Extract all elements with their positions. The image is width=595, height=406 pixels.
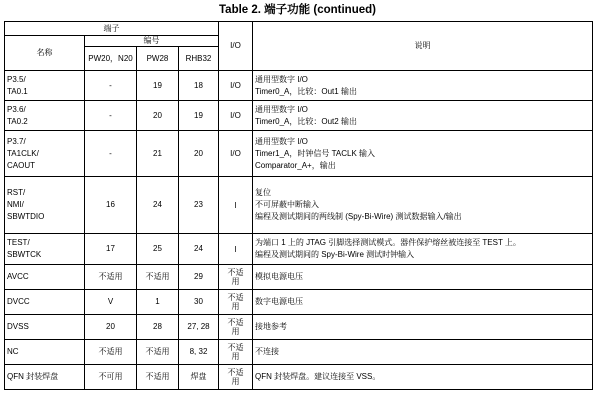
table-row (5, 365, 593, 390)
desc-line: Timer0_A，比较：Out1 输出 (255, 86, 357, 96)
description-cell (253, 290, 593, 315)
table-row (5, 101, 593, 131)
desc-line: 接地参考 (255, 322, 287, 331)
pw20-pin-cell: 16 (85, 177, 137, 234)
name-line: TEST/ (7, 238, 30, 247)
io-cell (219, 71, 253, 101)
table-row (5, 131, 593, 177)
description-cell (253, 101, 593, 131)
description-cell (253, 71, 593, 101)
desc-line: 复位 (255, 188, 271, 197)
pw28-pin-cell: 28 (137, 315, 179, 340)
io-cell (219, 177, 253, 234)
io-line: I/O (230, 111, 241, 120)
terminal-functions-table (4, 21, 593, 390)
pin-name-cell (5, 315, 85, 340)
io-cell (219, 131, 253, 177)
desc-line: 数字电源电压 (255, 297, 303, 306)
rhb32-pin-cell: 24 (179, 234, 219, 265)
table-title: Table 2. 端子功能 (continued) (219, 4, 376, 16)
description-cell (253, 265, 593, 290)
pw28-pin-cell: 不适用 (137, 340, 179, 365)
pw28-pin-cell: 20 (137, 101, 179, 131)
description-cell (253, 315, 593, 340)
name-line: TA0.1 (7, 86, 28, 96)
name-line: RST/ (7, 188, 26, 197)
rhb32-pin-cell: 8, 32 (179, 340, 219, 365)
io-line: 用 (231, 302, 240, 311)
io-cell (219, 290, 253, 315)
pw28-pin-cell: 不适用 (137, 365, 179, 390)
name-line: P3.6/ (7, 104, 26, 114)
io-line: 用 (231, 327, 240, 336)
header-terminal: 端子 (5, 22, 219, 36)
io-line: 不适 (227, 293, 244, 302)
pw20-pin-cell: 不适用 (85, 340, 137, 365)
name-line: P3.7/ (7, 136, 26, 146)
io-line: I (234, 200, 237, 210)
pw28-pin-cell: 不适用 (137, 265, 179, 290)
io-line: I/O (230, 81, 241, 90)
pw20-pin-cell: 不适用 (85, 265, 137, 290)
name-line: QFN 封装焊盘 (7, 372, 59, 381)
pw28-pin-cell: 1 (137, 290, 179, 315)
desc-line: 通用型数字 I/O (255, 104, 308, 114)
pin-name-cell (5, 177, 85, 234)
desc-line: 编程及测试期间的 Spy-Bi-Wire 测试时钟输入 (255, 250, 415, 259)
io-line: I/O (230, 149, 241, 158)
io-line: 不适 (227, 318, 244, 327)
pw20-pin-cell: V (85, 290, 137, 315)
desc-line: 编程及测试期间的两线制 (Spy-Bi-Wire) 测试数据输入/输出 (255, 212, 462, 221)
description-cell (253, 177, 593, 234)
pw28-pin-cell: 25 (137, 234, 179, 265)
name-line: DVSS (7, 322, 29, 331)
table-row (5, 340, 593, 365)
io-cell (219, 340, 253, 365)
rhb32-pin-cell: 27, 28 (179, 315, 219, 340)
header-number: 编号 (85, 36, 219, 47)
io-line: 用 (231, 352, 240, 361)
description-cell (253, 340, 593, 365)
name-line: CAOUT (7, 160, 35, 170)
name-line: NC (7, 347, 19, 356)
header-name: 名称 (5, 36, 85, 71)
pw28-pin-cell: 19 (137, 71, 179, 101)
header-description: 说明 (253, 22, 593, 71)
desc-line: 不可屏蔽中断输入 (255, 200, 319, 209)
table-row (5, 177, 593, 234)
pw20-pin-cell: 20 (85, 315, 137, 340)
pin-name-cell (5, 234, 85, 265)
pin-name-cell (5, 131, 85, 177)
pw20-pin-cell: - (85, 131, 137, 177)
rhb32-pin-cell: 23 (179, 177, 219, 234)
rhb32-pin-cell: 18 (179, 71, 219, 101)
pin-name-cell (5, 290, 85, 315)
pw28-pin-cell: 24 (137, 177, 179, 234)
rhb32-pin-cell: 29 (179, 265, 219, 290)
desc-line: Comparator_A+，输出 (255, 160, 336, 170)
desc-line: 模拟电源电压 (255, 272, 303, 281)
rhb32-pin-cell: 30 (179, 290, 219, 315)
description-cell (253, 365, 593, 390)
io-cell (219, 101, 253, 131)
pin-name-cell (5, 340, 85, 365)
rhb32-pin-cell: 19 (179, 101, 219, 131)
name-line: DVCC (7, 297, 30, 306)
pw20-pin-cell: 17 (85, 234, 137, 265)
name-line: TA0.2 (7, 116, 28, 126)
rhb32-pin-cell: 焊盘 (179, 365, 219, 390)
name-line: NMI/ (7, 200, 24, 209)
io-line: 用 (231, 277, 240, 286)
table-row (5, 315, 593, 340)
pw28-pin-cell: 21 (137, 131, 179, 177)
pin-name-cell (5, 265, 85, 290)
table-body (5, 71, 593, 390)
desc-line: Timer0_A，比较：Out2 输出 (255, 116, 357, 126)
name-line: P3.5/ (7, 74, 26, 84)
io-line: 用 (231, 377, 240, 386)
desc-line: 通用型数字 I/O (255, 74, 308, 84)
io-line: 不适 (227, 268, 244, 277)
table-row (5, 290, 593, 315)
description-cell (253, 131, 593, 177)
pw20-pin-cell: 不可用 (85, 365, 137, 390)
desc-line: 不连接 (255, 347, 279, 356)
pin-name-cell (5, 101, 85, 131)
io-cell (219, 365, 253, 390)
table-row (5, 265, 593, 290)
desc-line: QFN 封装焊盘。建议连接至 VSS。 (255, 372, 381, 381)
name-line: SBWTCK (7, 250, 42, 259)
io-cell (219, 234, 253, 265)
description-cell (253, 234, 593, 265)
name-line: SBWTDIO (7, 212, 45, 221)
desc-line: 为端口 1 上的 JTAG 引脚选择测试模式。器件保护熔丝被连接至 TEST 上。 (255, 238, 521, 247)
io-line: 不适 (227, 343, 244, 352)
pw20-pin-cell: - (85, 71, 137, 101)
desc-line: 通用型数字 I/O (255, 136, 308, 146)
name-line: AVCC (7, 272, 29, 281)
desc-line: Timer1_A，时钟信号 TACLK 输入 (255, 148, 376, 158)
pw20-pin-cell: - (85, 101, 137, 131)
header-row-terminal (5, 22, 593, 36)
rhb32-pin-cell: 20 (179, 131, 219, 177)
pin-name-cell (5, 71, 85, 101)
io-line: 不适 (227, 368, 244, 377)
header-pw20: PW20，N20 (85, 47, 137, 71)
name-line: TA1CLK/ (7, 148, 39, 158)
header-io: I/O (219, 22, 253, 71)
pin-name-cell (5, 365, 85, 390)
io-line: I (234, 244, 237, 254)
io-cell (219, 265, 253, 290)
table-row (5, 234, 593, 265)
header-rhb32: RHB32 (179, 47, 219, 71)
header-pw28: PW28 (137, 47, 179, 71)
table-row (5, 71, 593, 101)
io-cell (219, 315, 253, 340)
